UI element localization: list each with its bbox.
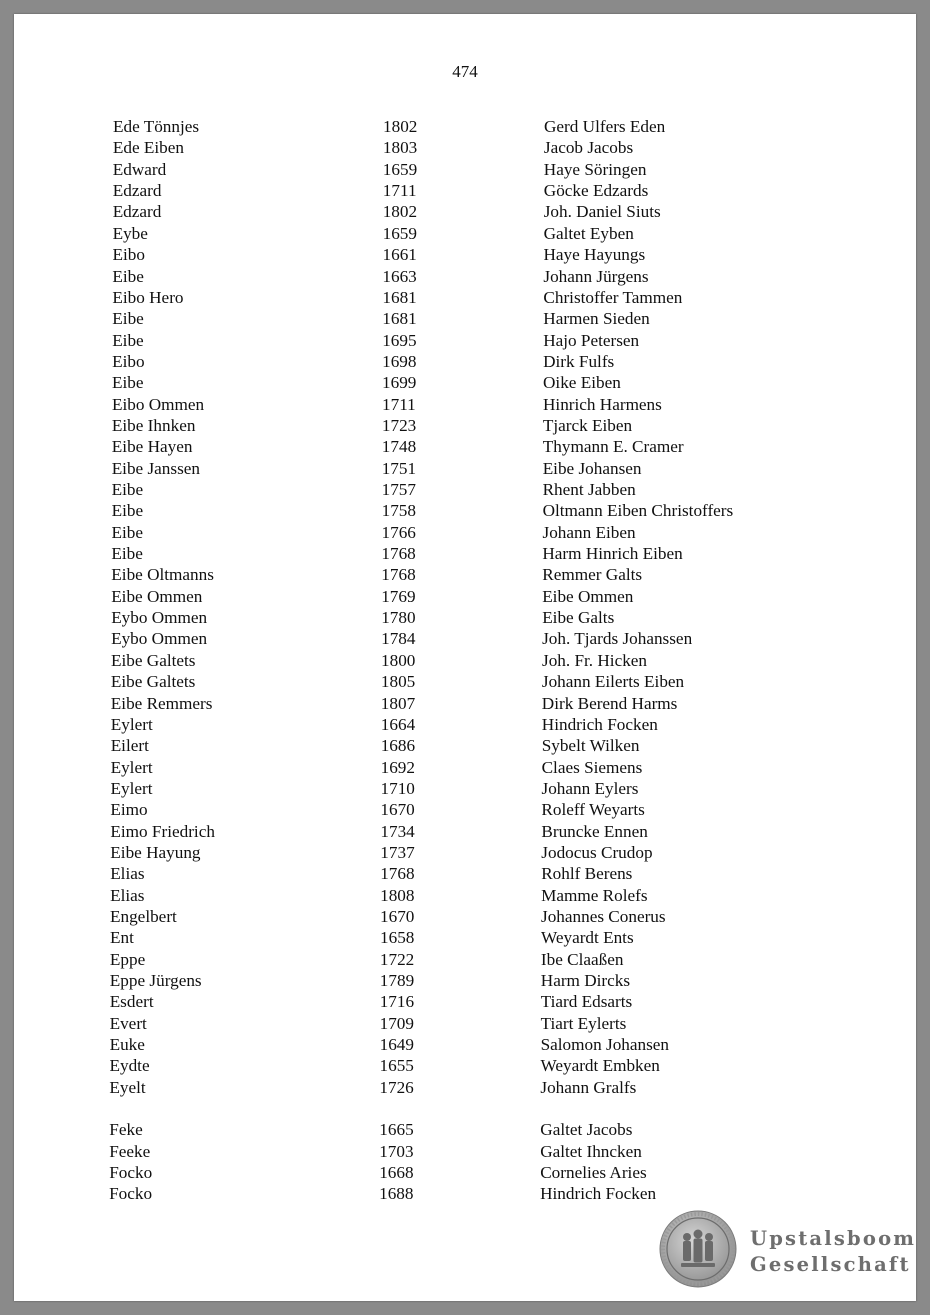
entry-year: 1768 [381, 544, 416, 563]
table-row [112, 500, 812, 521]
table-row [110, 821, 810, 842]
entry-name: Eibe [112, 266, 144, 286]
table-row [110, 863, 810, 884]
entry-person: Jacob Jacobs [543, 138, 634, 158]
table-row [110, 1055, 810, 1076]
entry-person: Thymann E. Cramer [542, 437, 684, 457]
entry-person: Haye Söringen [543, 159, 647, 179]
table-row [111, 778, 811, 799]
table-row [110, 1013, 810, 1034]
entry-name: Ent [110, 928, 134, 948]
table-row [112, 394, 812, 415]
entry-year: 1726 [379, 1077, 414, 1097]
entry-name: Euke [109, 1035, 145, 1055]
entry-name: Engelbert [110, 907, 177, 926]
entry-name: Eibe Ommen [111, 586, 203, 606]
table-row [111, 650, 811, 671]
entry-person: Hajo Petersen [543, 330, 640, 350]
entry-person: Harmen Sieden [543, 309, 650, 329]
entry-year: 1665 [379, 1120, 414, 1140]
entry-year: 1649 [379, 1035, 414, 1055]
entry-name: Eibe [112, 373, 144, 393]
table-row [111, 757, 811, 778]
table-row [113, 201, 813, 222]
entry-person: Oike Eiben [543, 373, 621, 393]
entry-year: 1802 [382, 202, 418, 222]
table-row [111, 607, 811, 628]
entry-year: 1769 [381, 586, 416, 606]
table-row [112, 458, 812, 479]
logo-line-2: Gesellschaft [750, 1253, 911, 1276]
entry-year: 1710 [380, 778, 415, 798]
entry-person: Roleff Weyarts [541, 800, 645, 820]
entry-name: Eibe Hayen [111, 437, 193, 457]
entry-year: 1768 [381, 565, 416, 585]
entry-name: Eibe Ihnken [111, 415, 196, 435]
entry-person: Johann Eylers [541, 778, 639, 798]
entry-name: Edward [112, 159, 167, 179]
entry-person: Hindrich Focken [541, 714, 658, 734]
table-row [110, 970, 810, 991]
entry-year: 1709 [379, 1013, 414, 1033]
table-row [109, 1183, 809, 1204]
table-row [110, 949, 810, 970]
entry-year: 1655 [379, 1056, 414, 1076]
entry-person: Eibe Ommen [542, 586, 634, 606]
entry-name: Eibe [111, 522, 143, 542]
entry-name: Eibe Galtets [111, 650, 196, 670]
entry-person: Gerd Ulfers Eden [544, 117, 666, 136]
entry-name: Eybo Ommen [111, 629, 208, 649]
entry-name: Eibe Galtets [110, 672, 196, 692]
table-row [111, 714, 811, 735]
table-row [112, 372, 812, 393]
entry-year: 1664 [380, 714, 416, 734]
table-row [112, 308, 812, 329]
entry-name: Eilert [110, 736, 149, 756]
entry-year: 1681 [382, 287, 417, 307]
entry-year: 1734 [380, 821, 415, 841]
table-row [112, 415, 812, 436]
entry-person: Harm Hinrich Eiben [542, 544, 683, 563]
entry-name: Ede Eiben [112, 138, 184, 158]
entry-year: 1780 [381, 608, 416, 627]
entry-year: 1802 [383, 117, 418, 136]
table-row [109, 1077, 809, 1098]
table-row [110, 906, 810, 927]
entry-name: Eylert [110, 778, 153, 798]
entry-name: Eibe Janssen [111, 458, 200, 478]
entry-year: 1748 [381, 437, 417, 457]
table-row [112, 522, 812, 543]
entry-person: Christoffer Tammen [543, 287, 683, 307]
entry-year: 1711 [382, 181, 417, 201]
table-row [113, 137, 813, 158]
entry-name: Esdert [109, 992, 154, 1012]
table-row [110, 799, 810, 820]
table-row [112, 479, 812, 500]
entry-name: Eimo Friedrich [110, 821, 215, 841]
entry-person: Rhent Jabben [542, 480, 636, 499]
entry-name: Eimo [110, 800, 148, 820]
entry-person: Mamme Rolefs [541, 885, 648, 905]
entry-year: 1716 [379, 992, 415, 1012]
entry-name: Eylert [110, 757, 153, 777]
entry-person: Johann Eiben [542, 522, 636, 542]
table-row [110, 842, 810, 863]
entry-year: 1659 [382, 159, 418, 179]
entry-name: Feeke [109, 1141, 151, 1161]
entry-person: Cornelies Aries [540, 1162, 647, 1182]
entry-person: Sybelt Wilken [541, 736, 640, 756]
entry-person: Eibe Johansen [542, 458, 642, 478]
entry-year: 1768 [380, 864, 415, 884]
table-row [113, 116, 813, 137]
entry-name: Elias [110, 885, 145, 905]
table-row [110, 1034, 810, 1055]
entry-person: Dirk Fulfs [543, 351, 615, 371]
table-row [111, 735, 811, 756]
entry-year: 1757 [381, 480, 416, 499]
table-row [112, 351, 812, 372]
entry-year: 1698 [382, 351, 417, 371]
table-row [111, 564, 811, 585]
table-row [113, 180, 813, 201]
entry-person: Johannes Conerus [541, 907, 666, 926]
entry-person: Harm Dircks [540, 971, 631, 990]
entry-year: 1695 [382, 330, 417, 350]
entry-year: 1670 [380, 907, 415, 926]
table-row [112, 266, 812, 287]
entry-year: 1758 [381, 501, 416, 521]
entry-name: Focko [109, 1184, 153, 1204]
entry-year: 1808 [380, 885, 415, 905]
entry-year: 1807 [380, 693, 416, 713]
entry-person: Ibe Claaßen [540, 949, 624, 969]
logo-line-1: Upstalsboom [750, 1227, 917, 1250]
entry-person: Joh. Fr. Hicken [542, 650, 648, 670]
entry-year: 1737 [380, 842, 415, 862]
table-row [113, 223, 813, 244]
entry-year: 1663 [382, 266, 417, 286]
table-row [111, 586, 811, 607]
entry-name: Eibe [111, 480, 144, 499]
table-row [111, 543, 811, 564]
entry-person: Johann Gralfs [540, 1077, 637, 1097]
entry-person: Hinrich Harmens [543, 394, 662, 414]
entry-person: Rohlf Berens [541, 864, 633, 884]
entry-year: 1800 [381, 650, 416, 670]
entry-name: Eppe [109, 949, 146, 969]
entry-year: 1699 [382, 373, 417, 393]
entry-name: Eyelt [109, 1077, 146, 1097]
entry-year: 1661 [382, 245, 417, 265]
entry-person: Remmer Galts [542, 565, 643, 585]
entry-year: 1803 [382, 138, 418, 158]
entry-name: Eibo Hero [112, 287, 184, 307]
entry-name: Eylert [110, 714, 153, 734]
entry-name: Edzard [112, 181, 162, 201]
entry-person: Salomon Johansen [540, 1035, 670, 1055]
table-row [111, 693, 811, 714]
society-name-logo [750, 1226, 916, 1278]
entry-year: 1766 [381, 522, 416, 542]
entry-person: Haye Hayungs [543, 245, 646, 265]
entry-year: 1711 [382, 394, 416, 414]
entry-person: Eibe Galts [542, 608, 615, 627]
entry-name: Eibe Oltmanns [111, 565, 214, 585]
entry-year: 1722 [379, 949, 415, 969]
entry-name: Eybo Ommen [111, 608, 208, 627]
entry-name: Eybe [112, 223, 148, 243]
entry-year: 1784 [381, 629, 416, 649]
table-row [113, 159, 813, 180]
entry-year: 1703 [379, 1141, 414, 1161]
entry-person: Jodocus Crudop [541, 842, 653, 862]
entry-year: 1658 [380, 928, 415, 948]
entry-person: Galtet Eyben [543, 223, 634, 243]
entry-name: Eibe [111, 501, 144, 521]
entry-person: Claes Siemens [541, 757, 643, 777]
entry-year: 1692 [380, 757, 415, 777]
entry-year: 1668 [379, 1162, 414, 1182]
entry-year: 1751 [381, 458, 417, 478]
table-row [113, 244, 813, 265]
table-row [112, 330, 812, 351]
entry-name: Eppe Jürgens [109, 971, 202, 990]
entry-year: 1789 [379, 971, 415, 990]
entry-year: 1688 [379, 1184, 414, 1204]
entry-name: Eibo [112, 351, 145, 371]
document-page [14, 14, 916, 1301]
seal-logo-image [659, 1210, 737, 1288]
entry-person: Weyardt Embken [540, 1056, 660, 1076]
entry-name: Eydte [109, 1056, 150, 1076]
entry-person: Johann Jürgens [543, 266, 649, 286]
table-row [110, 885, 810, 906]
entry-person: Galtet Jacobs [540, 1120, 633, 1140]
entry-person: Tjarck Eiben [542, 415, 633, 435]
entry-name: Edzard [112, 202, 162, 222]
entry-person: Tiart Eylerts [540, 1013, 627, 1033]
table-row [112, 287, 812, 308]
entry-person: Johann Eilerts Eiben [541, 672, 685, 692]
entry-name: Eibe [111, 544, 143, 563]
page-number: 474 [452, 62, 478, 81]
entry-person: Göcke Edzards [543, 181, 649, 201]
table-row [109, 1141, 809, 1162]
entry-year: 1659 [382, 223, 417, 243]
table-row [110, 927, 810, 948]
entry-person: Oltmann Eiben Christoffers [542, 501, 734, 521]
table-row [109, 1119, 809, 1140]
entry-name: Evert [109, 1013, 147, 1033]
entry-person: Joh. Tjards Johanssen [542, 629, 693, 649]
entry-name: Eibe [112, 330, 144, 350]
entry-name: Eibe Remmers [110, 693, 213, 713]
entry-year: 1686 [380, 736, 416, 756]
entry-person: Dirk Berend Harms [541, 693, 678, 713]
entry-name: Eibe [112, 309, 144, 329]
table-row [111, 671, 811, 692]
entry-name: Focko [109, 1162, 153, 1182]
table-row [111, 628, 811, 649]
table-row [109, 1162, 809, 1183]
entry-year: 1681 [382, 309, 417, 329]
entry-name: Feke [109, 1120, 143, 1140]
entry-name: Eibo [112, 245, 145, 265]
entry-year: 1670 [380, 800, 415, 820]
entry-person: Galtet Ihncken [540, 1141, 642, 1161]
entry-person: Weyardt Ents [541, 928, 634, 948]
table-row [110, 991, 810, 1012]
entry-person: Bruncke Ennen [541, 821, 648, 841]
entry-year: 1805 [380, 672, 416, 692]
entry-name: Ede Tönnjes [113, 117, 200, 136]
entry-name: Eibo Ommen [112, 394, 205, 414]
entry-year: 1723 [381, 415, 417, 435]
entry-name: Elias [110, 864, 145, 884]
entry-name: Eibe Hayung [110, 842, 201, 862]
entry-person: Tiard Edsarts [540, 992, 633, 1012]
entry-person: Hindrich Focken [540, 1184, 657, 1204]
table-row [112, 436, 812, 457]
entry-person: Joh. Daniel Siuts [543, 202, 661, 222]
